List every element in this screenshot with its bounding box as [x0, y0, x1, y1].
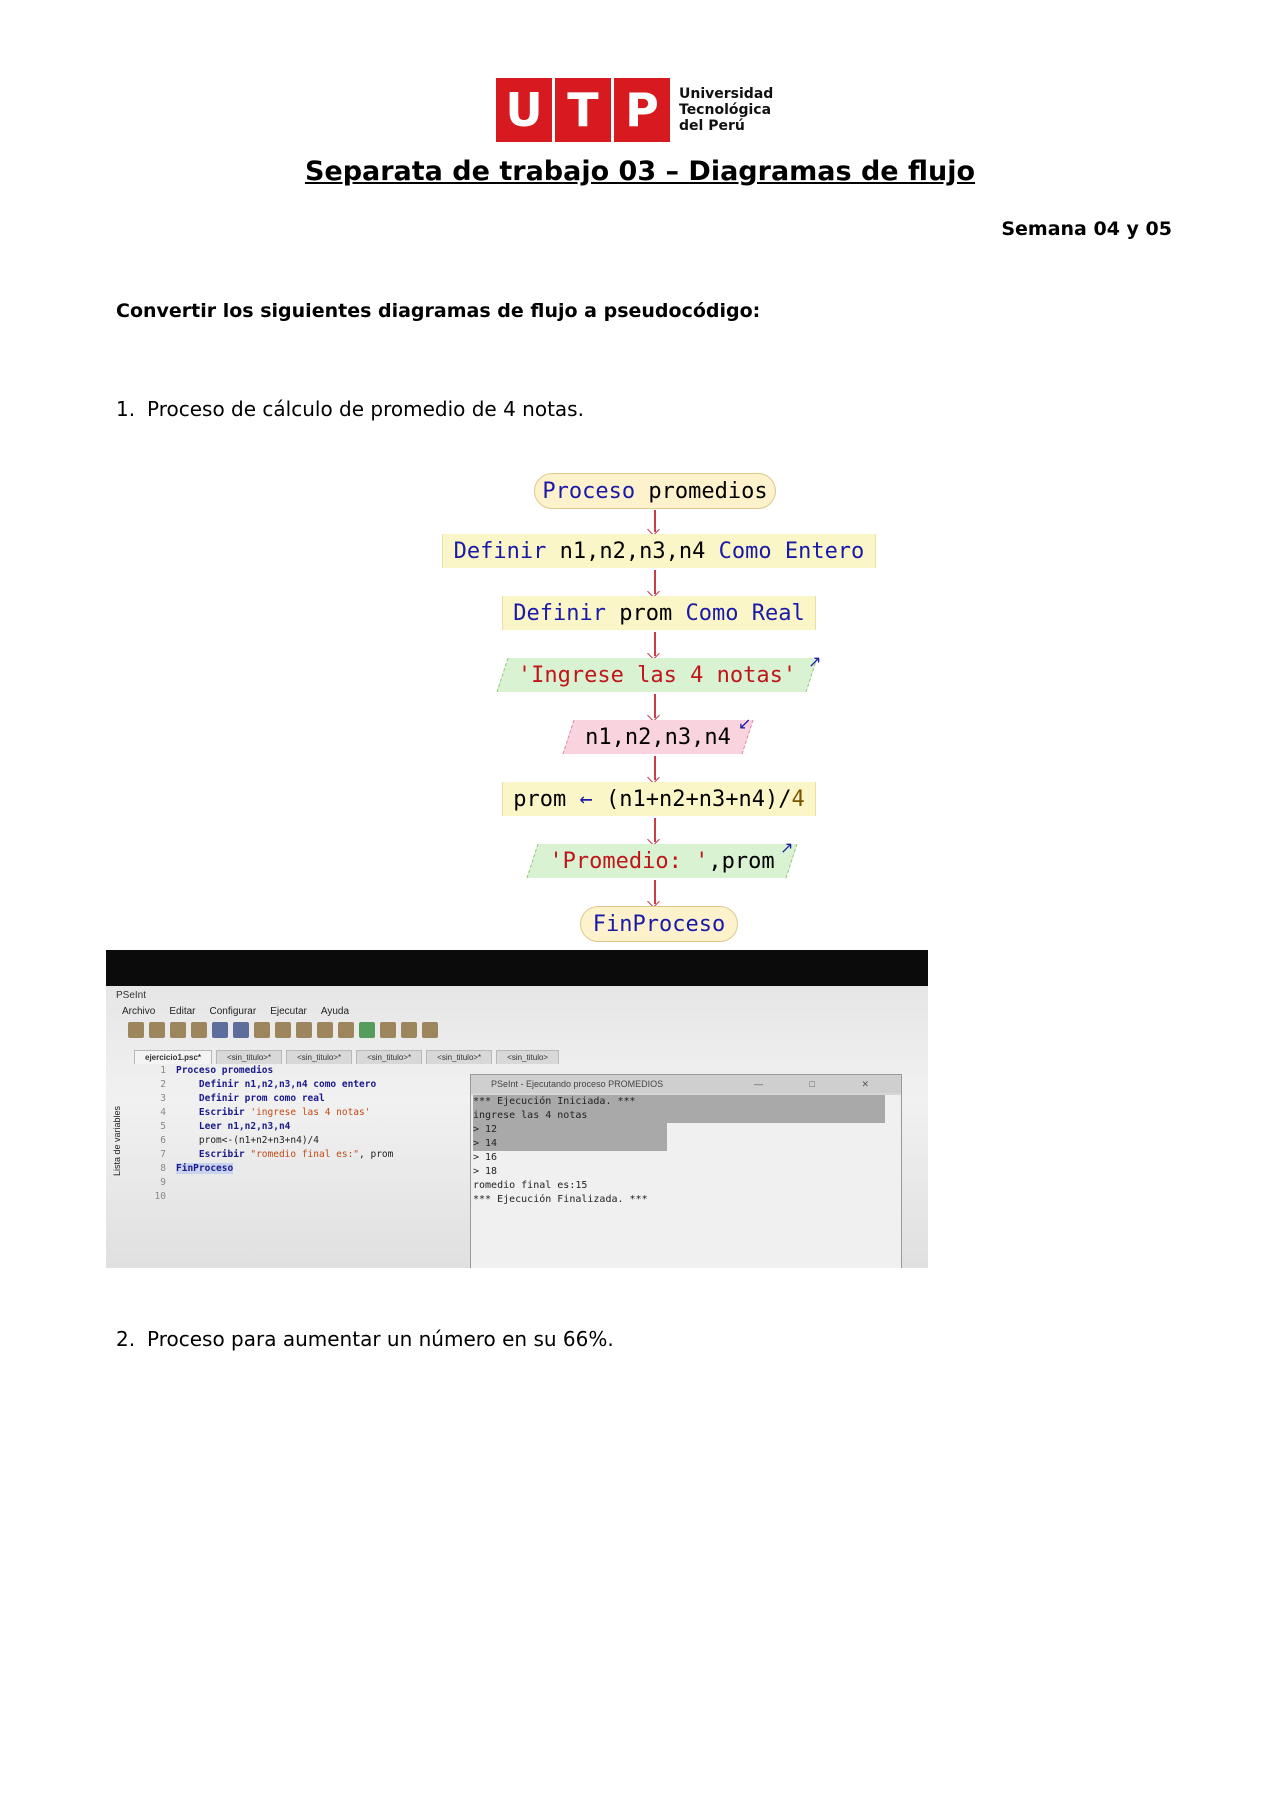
line-number: 3	[160, 1093, 166, 1104]
logo-letter-u: U	[505, 83, 543, 137]
menu-item[interactable]: Ejecutar	[270, 1006, 307, 1017]
menu-bar	[122, 1006, 349, 1017]
pseint-window	[106, 986, 928, 1268]
code-token: Proceso promedios	[176, 1065, 274, 1076]
run-icon[interactable]	[359, 1022, 375, 1038]
code-token: prom<-(n1+n2+n3+n4)/4	[176, 1135, 319, 1146]
line-number: 7	[160, 1149, 166, 1160]
pseint-screenshot-photo	[106, 950, 928, 1268]
help-icon[interactable]	[422, 1022, 438, 1038]
logo-letter-p: P	[625, 83, 659, 137]
line-number: 5	[160, 1121, 166, 1132]
tab-untitled[interactable]: <sin_titulo>*	[286, 1050, 352, 1064]
new-file-icon[interactable]	[128, 1022, 144, 1038]
instruction-text: Convertir los siguientes diagramas de flujo a pseudocódigo:	[116, 300, 761, 322]
flow-arrow	[654, 818, 656, 842]
flow-arrow	[654, 694, 656, 718]
university-name: Universidad Tecnológica del Perú	[679, 86, 774, 134]
menu-item[interactable]: Archivo	[122, 1006, 156, 1017]
toolbar	[128, 1022, 438, 1038]
menu-item[interactable]: Editar	[169, 1006, 196, 1017]
code-token: Definir prom como real	[176, 1093, 325, 1104]
flow-arrow	[654, 880, 656, 904]
utp-logo-box	[496, 78, 670, 142]
line-number: 4	[160, 1107, 166, 1118]
undo-icon[interactable]	[212, 1022, 228, 1038]
console-line: > 14	[473, 1137, 667, 1151]
indent-icon[interactable]	[338, 1022, 354, 1038]
flowchart	[430, 470, 880, 950]
code-token: Leer n1,n2,n3,n4	[176, 1121, 291, 1132]
redo-icon[interactable]	[233, 1022, 249, 1038]
line-number: 10	[154, 1191, 166, 1202]
console-line: romedio final es:15	[473, 1180, 588, 1191]
logo-letter-t: T	[567, 83, 599, 137]
console-line: > 12	[473, 1123, 667, 1137]
code-token: , prom	[359, 1149, 394, 1160]
console-line: *** Ejecución Iniciada. ***	[473, 1095, 885, 1109]
code-token: 'ingrese las 4 notas'	[250, 1107, 371, 1118]
line-number: 2	[160, 1079, 166, 1090]
line-number: 8	[160, 1163, 166, 1174]
output-arrow-icon: ↗	[780, 838, 794, 857]
input-arrow-icon: ↙	[738, 714, 752, 733]
flow-assign-average: prom ← (n1+n2+n3+n4)/ 4	[502, 782, 816, 816]
console-line: > 18	[473, 1166, 498, 1177]
flow-arrow	[654, 570, 656, 594]
flow-arrow	[654, 632, 656, 656]
line-number: 1	[160, 1065, 166, 1076]
flow-output-prompt: 'Ingrese las 4 notas'	[502, 658, 812, 692]
utp-logo	[496, 78, 773, 142]
step-icon[interactable]	[380, 1022, 396, 1038]
copy-icon[interactable]	[275, 1022, 291, 1038]
find-icon[interactable]	[317, 1022, 333, 1038]
flow-start: Proceso promedios	[534, 473, 776, 509]
tab-untitled[interactable]: <sin_titulo>	[496, 1050, 559, 1064]
output-arrow-icon: ↗	[808, 652, 822, 671]
list-item: 2. Proceso para aumentar un número en su 66%.	[116, 1327, 614, 1351]
execution-console-window	[470, 1074, 902, 1268]
code-token: "romedio final es:"	[250, 1149, 360, 1160]
code-token: Definir n1,n2,n3,n4 como entero	[176, 1079, 377, 1090]
console-line: ingrese las 4 notas	[473, 1109, 885, 1123]
line-number: 9	[160, 1177, 166, 1188]
console-line: > 16	[473, 1152, 498, 1163]
save-as-icon[interactable]	[191, 1022, 207, 1038]
paste-icon[interactable]	[296, 1022, 312, 1038]
flow-define-ints: Definir n1,n2,n3,n4 Como Entero	[442, 534, 876, 568]
menu-item[interactable]: Configurar	[209, 1006, 257, 1017]
week-label: Semana 04 y 05	[1001, 218, 1172, 240]
flowchart-icon[interactable]	[401, 1022, 417, 1038]
line-number: 6	[160, 1135, 166, 1146]
app-title: PSeInt	[116, 990, 147, 1001]
menu-item[interactable]: Ayuda	[320, 1006, 350, 1017]
code-token: Escribir	[176, 1107, 251, 1118]
cut-icon[interactable]	[254, 1022, 270, 1038]
tab-ejercicio1[interactable]: ejercicio1.psc*	[134, 1050, 212, 1064]
flow-arrow	[654, 756, 656, 780]
code-token: FinProceso	[176, 1163, 234, 1174]
console-output	[471, 1095, 901, 1268]
open-file-icon[interactable]	[149, 1022, 165, 1038]
flow-arrow	[654, 510, 656, 532]
tab-untitled[interactable]: <sin_titulo>*	[426, 1050, 492, 1064]
flow-input-notes: n1,n2,n3,n4	[568, 720, 748, 754]
list-item: 1. Proceso de cálculo de promedio de 4 notas.	[116, 397, 584, 421]
tab-untitled[interactable]: <sin_titulo>*	[356, 1050, 422, 1064]
console-title: PSeInt - Ejecutando proceso PROMEDIOS — □ ✕	[471, 1075, 901, 1093]
code-token: Escribir	[176, 1149, 251, 1160]
window-controls[interactable]: — □ ✕	[754, 1079, 891, 1089]
tab-untitled[interactable]: <sin_titulo>*	[216, 1050, 282, 1064]
variables-panel-label[interactable]: Lista de variables	[112, 1105, 122, 1176]
flow-output-average: 'Promedio: ',prom	[532, 844, 792, 878]
editor-tabs	[134, 1050, 559, 1064]
save-icon[interactable]	[170, 1022, 186, 1038]
flow-define-real: Definir prom Como Real	[502, 596, 816, 630]
flow-end: FinProceso	[580, 906, 738, 942]
console-line: *** Ejecución Finalizada. ***	[473, 1194, 648, 1205]
document-title: Separata de trabajo 03 – Diagramas de flujo	[304, 156, 976, 187]
